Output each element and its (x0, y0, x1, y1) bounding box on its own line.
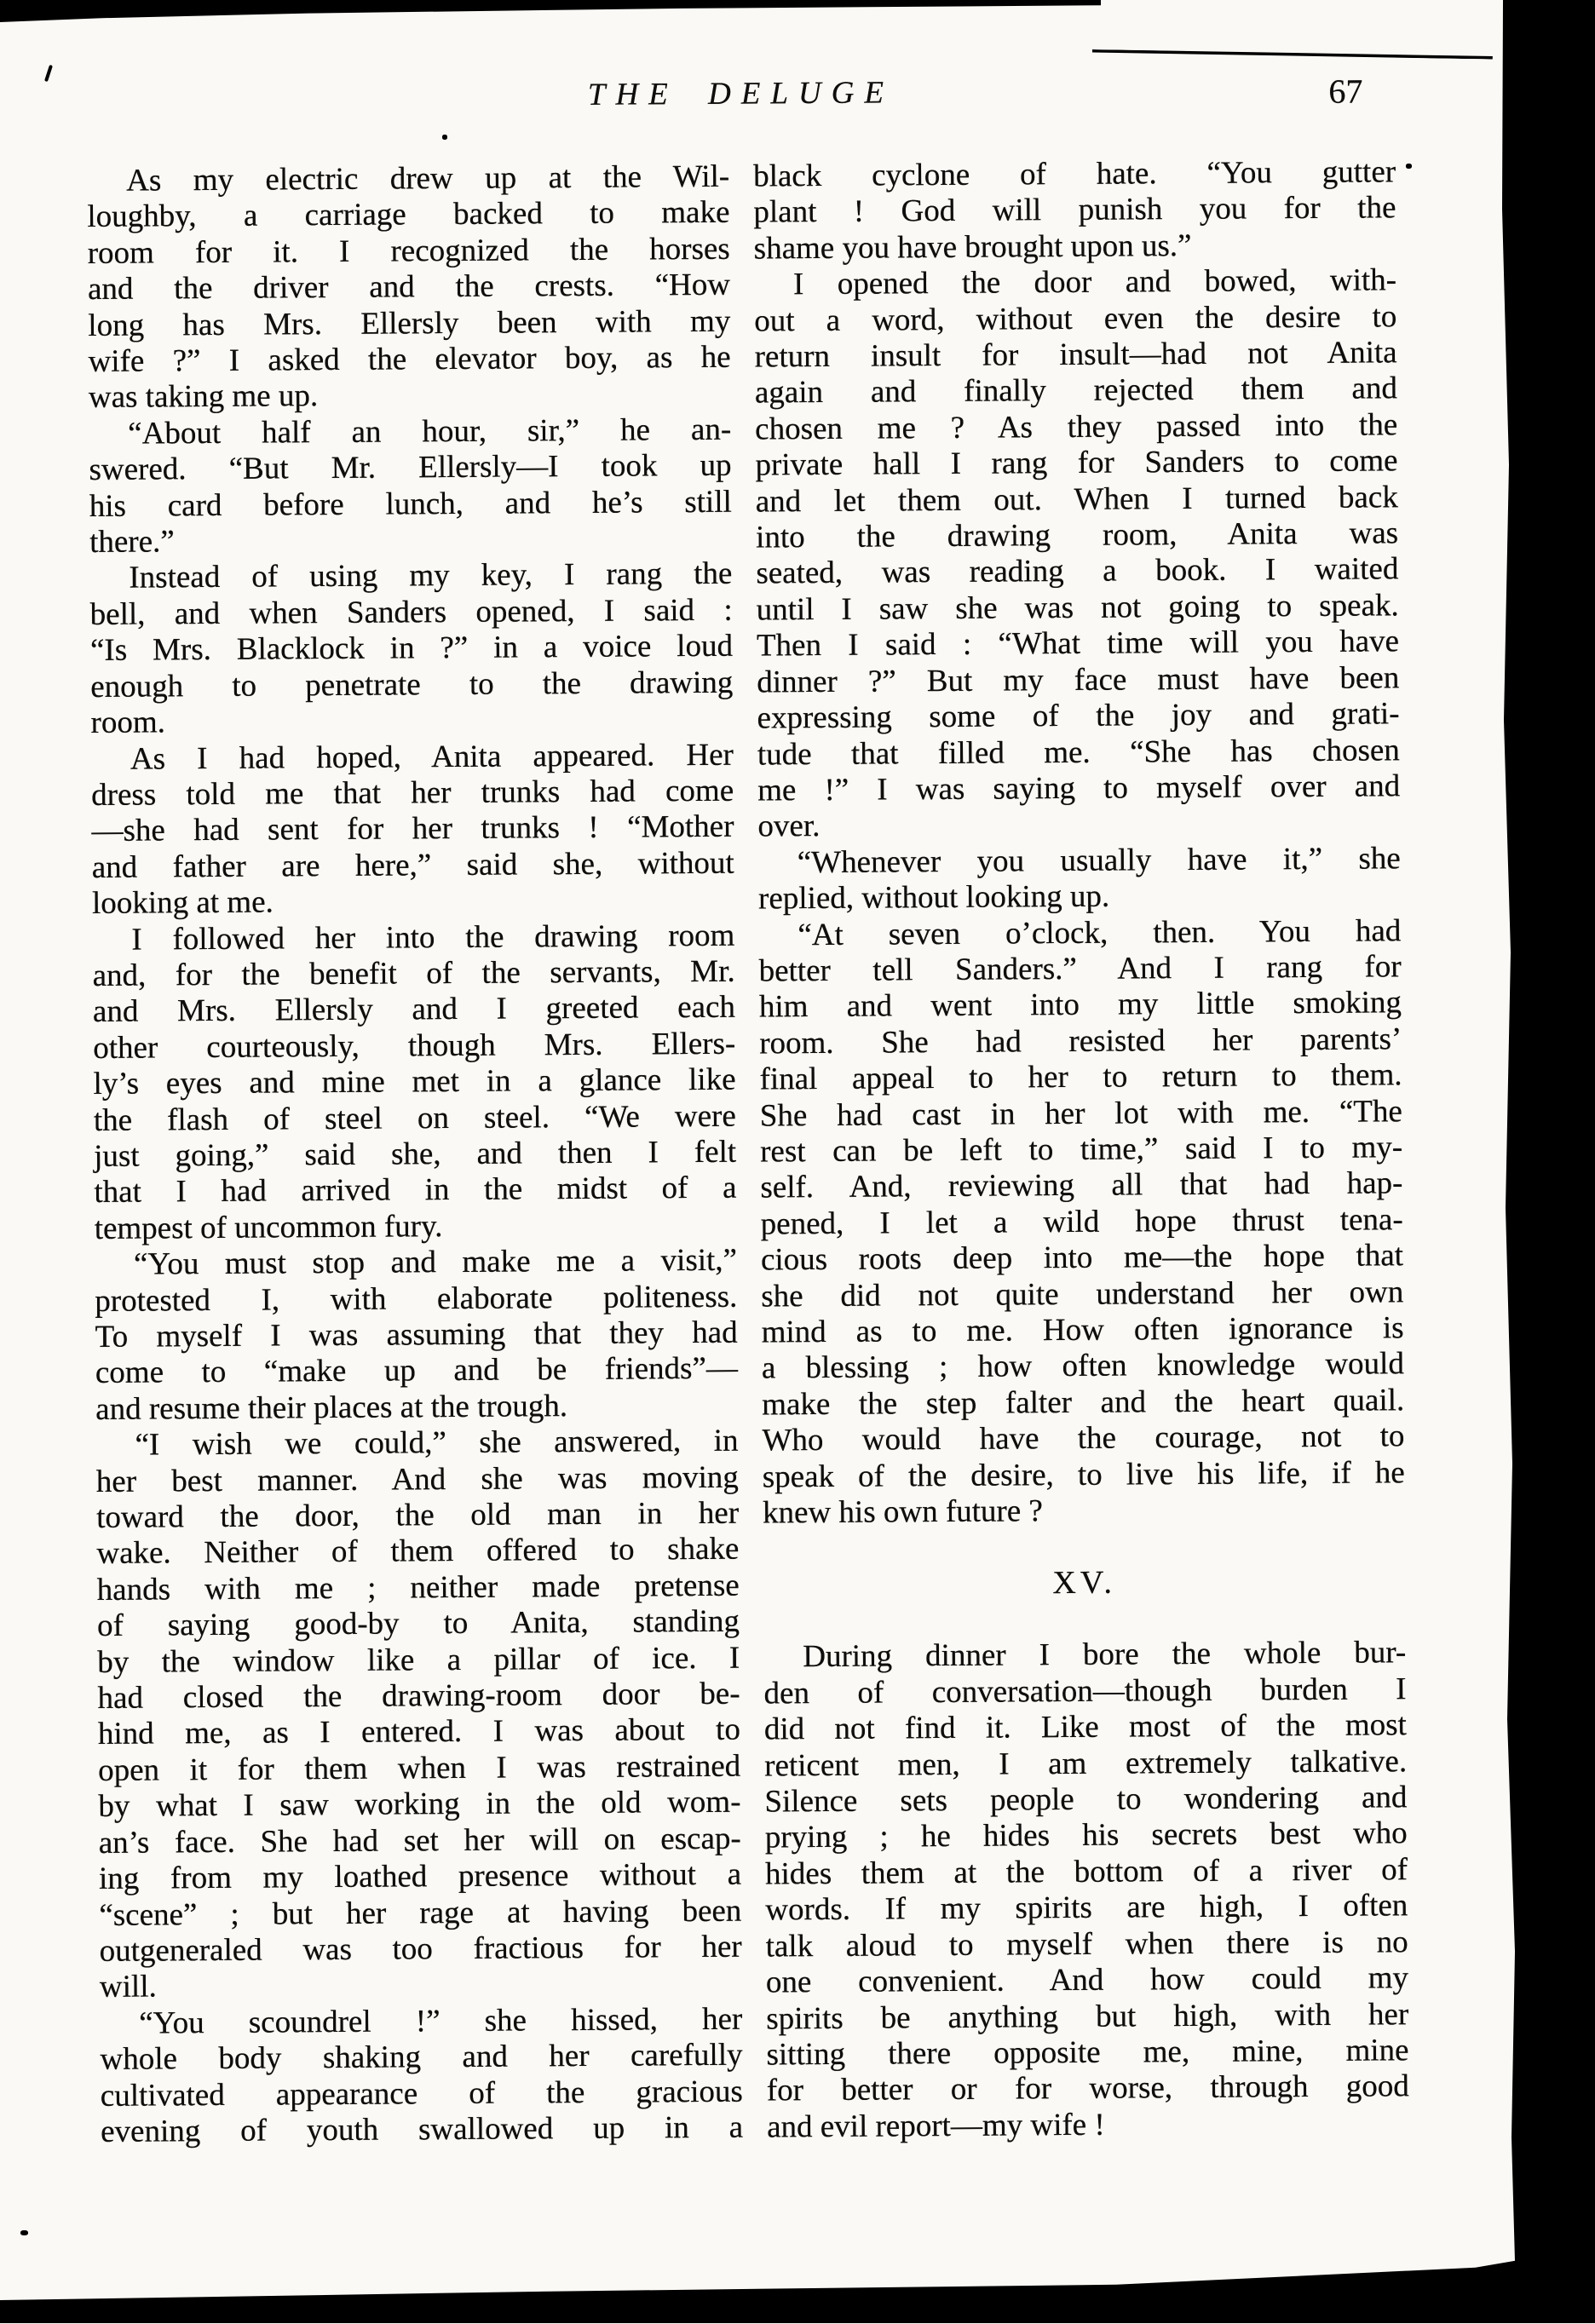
text-line: other courteously, though Mrs. Ellers- (93, 1026, 736, 1066)
text-line: den of conversation—though burden I (763, 1671, 1407, 1711)
text-line: and the driver and the crests. “How (87, 267, 731, 308)
text-line: toward the door, the old man in her (95, 1495, 740, 1535)
text-line: had closed the drawing-room door be- (97, 1676, 740, 1717)
text-line: protested I, with elaborate politeness. (95, 1279, 738, 1319)
text-line: mind as to me. How often ignorance is (761, 1310, 1404, 1350)
text-line: come to “make up and be friends”— (95, 1351, 739, 1391)
text-line: outgeneraled was too fractious for her (99, 1929, 742, 1969)
text-line: again and finally rejected them and (754, 371, 1398, 411)
text-line: ing from my loathed presence without a (98, 1856, 742, 1897)
text-line: “You must stop and make me a visit,” (133, 1242, 738, 1282)
text-line: shame you have brought upon us.” (753, 227, 1192, 267)
text-line: for better or for worse, through good (766, 2068, 1409, 2108)
text-line: During dinner I bore the whole bur- (803, 1635, 1407, 1675)
text-line: looking at me. (91, 884, 274, 922)
text-line: the flash of steel on steel. “We were (93, 1098, 736, 1138)
text-line: and father are here,” said she, without (91, 845, 734, 885)
text-line: room. (90, 705, 166, 741)
page-number: 67 (1328, 72, 1363, 111)
right-column (753, 154, 1409, 2145)
text-line: by the window like a pillar of ice. I (97, 1640, 740, 1680)
text-line: “You scoundrel !” she hissed, her (139, 2001, 743, 2041)
text-line: plant ! God will punish you for the (753, 190, 1396, 230)
text-line: pened, I let a wild hope thrust tena- (760, 1202, 1403, 1242)
text-line: evening of youth swallowed up in a (101, 2109, 744, 2149)
text-line: and, for the benefit of the servants, Mr. (92, 953, 735, 993)
section-heading: XV. (1052, 1565, 1117, 1602)
text-line: sitting there opposite me, mine, mine (766, 2033, 1409, 2073)
text-line: whole body shaking and her carefully (100, 2037, 743, 2078)
text-line: “I wish we could,” she answered, in (135, 1423, 739, 1463)
text-line: knew his own future ? (762, 1493, 1044, 1531)
text-line: I followed her into the drawing room (131, 918, 735, 958)
text-line: and let them out. When I turned back (755, 479, 1398, 520)
text-line: over. (757, 808, 821, 844)
text-line: chosen me ? As they passed into the (755, 407, 1398, 447)
left-column (87, 159, 743, 2151)
text-line: ly’s eyes and mine met in a glance like (93, 1061, 736, 1102)
scan-speck (1406, 164, 1412, 169)
text-line: open it for them when I was restrained (98, 1748, 741, 1788)
text-line: “At seven o’clock, then. You had (798, 912, 1402, 952)
text-line: return insult for insult—had not Anita (754, 335, 1397, 375)
text-line: an’s face. She had set her will on escap- (98, 1821, 741, 1861)
text-line: seated, was reading a book. I waited (756, 551, 1399, 591)
text-line: out a word, without even the desire to (754, 298, 1397, 339)
text-line: make the step falter and the heart quail. (762, 1383, 1405, 1423)
text-line: was taking me up. (88, 378, 319, 416)
text-line: hands with me ; neither made pretense (96, 1568, 740, 1608)
text-line: room. She had resisted her parents’ (759, 1021, 1402, 1061)
text-line: her best manner. And she was moving (95, 1459, 739, 1499)
text-line: that I had arrived in the midst of a (94, 1171, 737, 1211)
text-line: Then I said : “What time will you have (756, 624, 1400, 664)
text-line: To myself I was assuming that they had (95, 1314, 738, 1355)
text-line: and resume their places at the trough. (95, 1388, 568, 1427)
text-line: and evil report—my wife ! (766, 2107, 1105, 2145)
text-line: just going,” said she, and then I felt (94, 1134, 737, 1174)
text-line: “Whenever you usually have it,” she (797, 840, 1401, 880)
scan-speck (442, 135, 447, 140)
text-line: me !” I was saying to myself over and (757, 768, 1401, 808)
text-line: rest can be left to time,” said I to my- (759, 1130, 1403, 1170)
text-line: “About half an hour, sir,” he an- (128, 411, 732, 452)
text-line: enough to penetrate to the drawing (90, 664, 734, 705)
text-line: She had cast in her lot with me. “The (759, 1093, 1402, 1134)
text-line: I opened the door and bowed, with- (792, 262, 1397, 302)
text-line: self. And, reviewing all that had hap- (760, 1165, 1403, 1205)
text-line: —she had sent for her trunks ! “Mother (91, 809, 734, 849)
text-line: hides them at the bottom of a river of (764, 1852, 1408, 1892)
text-line: wife ?” I asked the elevator boy, as he (88, 339, 731, 380)
text-line: his card before lunch, and he’s still (89, 484, 732, 524)
text-line: will. (99, 1969, 157, 2005)
text-line: a blessing ; how often knowledge would (761, 1346, 1405, 1386)
text-line: bell, and when Sanders opened, I said : (89, 592, 733, 632)
text-line: did not find it. Like most of the most (763, 1707, 1407, 1747)
text-line: dress told me that her trunks had come (91, 773, 734, 813)
scan-speck (20, 2230, 28, 2235)
text-line: Instead of using my key, I rang the (129, 556, 733, 596)
text-line: tempest of uncommon fury. (94, 1208, 443, 1246)
text-line: and Mrs. Ellersly and I greeted each (92, 990, 736, 1030)
text-line: him and went into my little smoking (758, 985, 1402, 1025)
text-line: private hall I rang for Sanders to come (755, 443, 1398, 483)
text-line: into the drawing room, Anita was (755, 515, 1399, 555)
text-line: of saying good-by to Anita, standing (96, 1603, 740, 1644)
text-line: until I saw she was not going to speak. (756, 588, 1399, 628)
text-line: Silence sets people to wondering and (764, 1780, 1408, 1820)
text-line: room for it. I recognized the horses (87, 231, 730, 271)
text-line: expressing some of the joy and grati- (757, 696, 1400, 736)
text-line: wake. Neither of them offered to shake (96, 1532, 740, 1572)
text-line: tude that filled me. “She has chosen (757, 732, 1400, 773)
text-line: replied, without looking up. (757, 878, 1110, 917)
text-line: cious roots deep into me—the hope that (760, 1238, 1404, 1278)
text-line: swered. “But Mr. Ellersly—I took up (89, 447, 732, 488)
text-line: reticent men, I am extremely talkative. (764, 1743, 1408, 1784)
text-line: prying ; he hides his secrets best who (764, 1815, 1408, 1855)
text-line: As I had hoped, Anita appeared. Her (130, 737, 734, 777)
text-line: speak of the desire, to live his life, if he (762, 1454, 1405, 1495)
text-line: words. If my spirits are high, I often (765, 1888, 1408, 1928)
text-line: loughby, a carriage backed to make (87, 195, 730, 235)
text-line: spirits be anything but high, with her (766, 1996, 1409, 2036)
page-header-title: THE DELUGE (587, 75, 895, 112)
text-line: long has Mrs. Ellersly been with my (88, 303, 731, 343)
text-line: Who would have the courage, not to (762, 1418, 1405, 1458)
text-line: As my electric drew up at the Wil- (126, 158, 730, 198)
text-line: hind me, as I entered. I was about to (97, 1712, 741, 1752)
text-line: by what I saw working in the old wom- (98, 1784, 741, 1825)
text-line: cultivated appearance of the gracious (100, 2074, 743, 2114)
text-line: “scene” ; but her rage at having been (99, 1893, 742, 1933)
text-line: she did not quite understand her own (761, 1274, 1404, 1314)
text-line: one convenient. And how could my (765, 1960, 1409, 2000)
text-line: there.” (89, 524, 175, 561)
text-line: final appeal to her to return to them. (759, 1057, 1402, 1097)
text-line: better tell Sanders.” And I rang for (758, 949, 1402, 989)
text-line: black cyclone of hate. “You gutter (752, 154, 1396, 194)
text-line: dinner ?” But my face must have been (757, 659, 1400, 700)
text-line: talk aloud to myself when there is no (765, 1924, 1408, 1964)
text-line: “Is Mrs. Blacklock in ?” in a voice loud (89, 628, 734, 669)
